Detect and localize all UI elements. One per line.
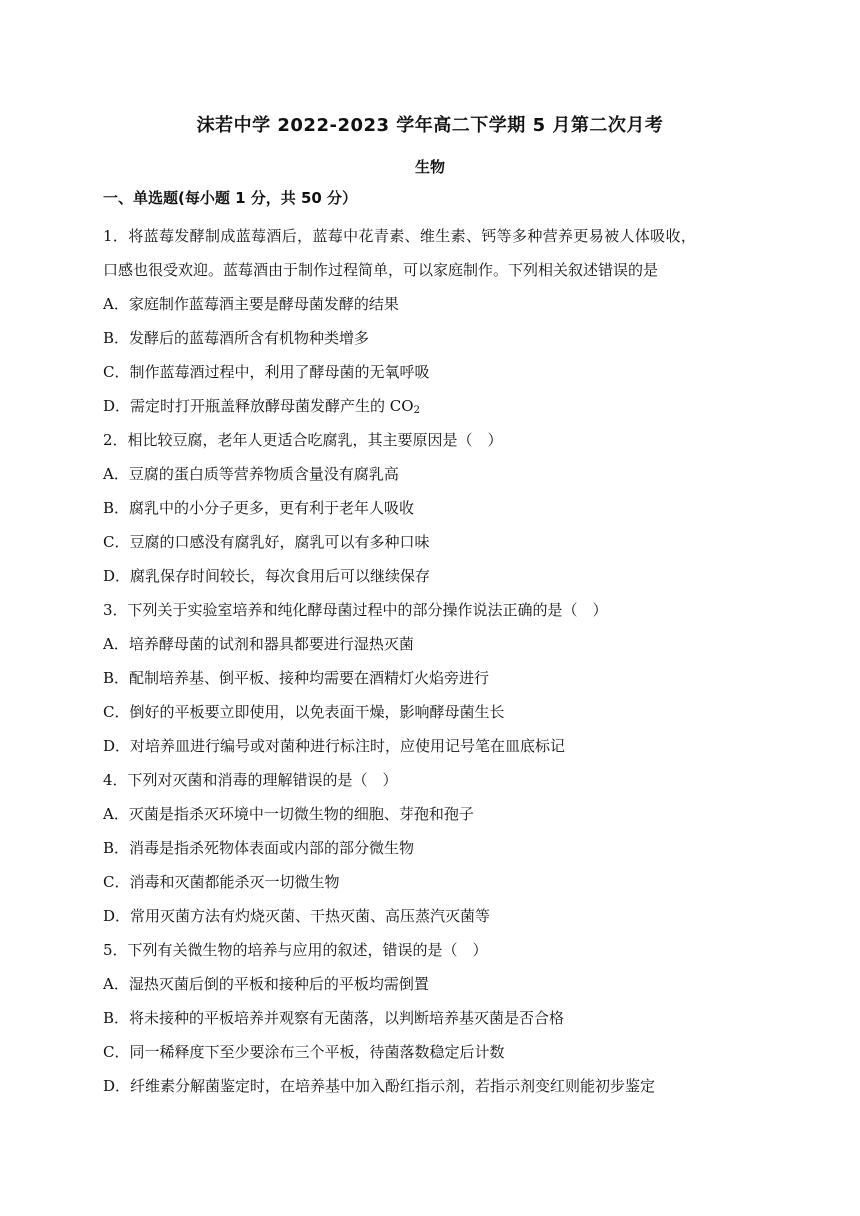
question-stem: 1．将蓝莓发酵制成蓝莓酒后，蓝莓中花青素、维生素、钙等多种营养更易被人体吸收， [103, 227, 697, 245]
option-b: B．腐乳中的小分子更多，更有利于老年人吸收 [103, 499, 415, 517]
section-heading: 一、单选题(每小题 1 分，共 50 分） [103, 189, 358, 207]
option-d-text: D．需定时打开瓶盖释放酵母菌发酵产生的 CO [103, 397, 414, 415]
question-stem: 口感也很受欢迎。蓝莓酒由于制作过程简单，可以家庭制作。下列相关叙述错误的是 [103, 261, 659, 279]
question-stem: 5．下列有关微生物的培养与应用的叙述，错误的是（ ） [103, 941, 488, 959]
option-a: A．家庭制作蓝莓酒主要是酵母菌发酵的结果 [103, 295, 399, 313]
question-5 [103, 933, 763, 1103]
question-stem: 2．相比较豆腐，老年人更适合吃腐乳，其主要原因是（ ） [103, 431, 503, 449]
exam-title: 沫若中学 2022-2023 学年高二下学期 5 月第二次月考 [196, 115, 664, 136]
question-1 [103, 219, 763, 423]
option-c: C．消毒和灭菌都能杀灭一切微生物 [103, 873, 340, 891]
question-2 [103, 423, 763, 593]
option-c: C．制作蓝莓酒过程中，利用了酵母菌的无氧呼吸 [103, 363, 430, 381]
option-b: B．将未接种的平板培养并观察有无菌落，以判断培养基灭菌是否合格 [103, 1009, 565, 1027]
option-d: D．腐乳保存时间较长，每次食用后可以继续保存 [103, 567, 431, 585]
option-c: C．同一稀释度下至少要涂布三个平板，待菌落数稳定后计数 [103, 1043, 505, 1061]
question-stem: 3．下列关于实验室培养和纯化酵母菌过程中的部分操作说法正确的是（ ） [103, 601, 608, 619]
option-a: A．培养酵母菌的试剂和器具都要进行湿热灭菌 [103, 635, 414, 653]
exam-subject: 生物 [414, 158, 445, 176]
option-d [103, 389, 763, 423]
option-d: D．纤维素分解菌鉴定时，在培养基中加入酚红指示剂，若指示剂变红则能初步鉴定 [103, 1077, 656, 1095]
option-b: B．发酵后的蓝莓酒所含有机物种类增多 [103, 329, 370, 347]
question-list [103, 219, 763, 1103]
option-a: A．灭菌是指杀灭环境中一切微生物的细胞、芽孢和孢子 [103, 805, 474, 823]
option-a: A．湿热灭菌后倒的平板和接种后的平板均需倒置 [103, 975, 429, 993]
option-d: D．常用灭菌方法有灼烧灭菌、干热灭菌、高压蒸汽灭菌等 [103, 907, 491, 925]
question-4 [103, 763, 763, 933]
co2-subscript: 2 [413, 405, 420, 416]
question-stem: 4．下列对灭菌和消毒的理解错误的是（ ） [103, 771, 398, 789]
option-a: A．豆腐的蛋白质等营养物质含量没有腐乳高 [103, 465, 399, 483]
option-c: C．豆腐的口感没有腐乳好，腐乳可以有多种口味 [103, 533, 430, 551]
option-b: B．消毒是指杀死物体表面或内部的部分微生物 [103, 839, 415, 857]
question-3 [103, 593, 763, 763]
option-b: B．配制培养基、倒平板、接种均需要在酒精灯火焰旁进行 [103, 669, 490, 687]
option-d: D．对培养皿进行编号或对菌种进行标注时，应使用记号笔在皿底标记 [103, 737, 566, 755]
option-c: C．倒好的平板要立即使用，以免表面干燥，影响酵母菌生长 [103, 703, 505, 721]
